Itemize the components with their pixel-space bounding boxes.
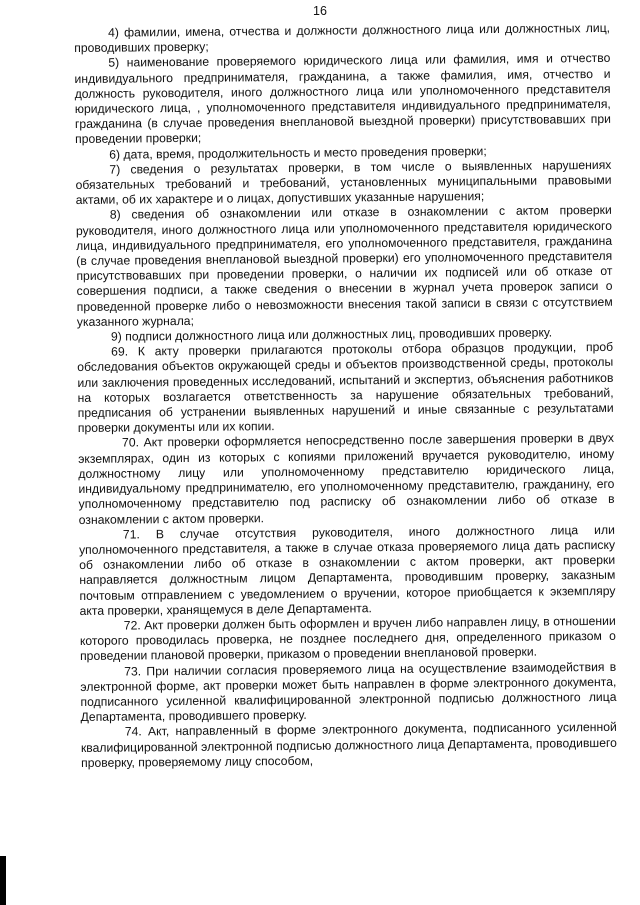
paragraph-item-9: 9) подписи должностного лица или должностных лиц, проводивших проверку. xyxy=(110,325,553,344)
paragraph-clause-73: 73. При наличии согласия проверяемого лица на осуществление взаимодействия в электронной форме, акт проверки может быть направлен в форме электронного документа, подписанного усиленной квалифицированной электронной подписью должностного лица Департамента, проводившего проверку. xyxy=(80,659,617,725)
page-number: 16 xyxy=(313,4,327,18)
paragraph-clause-69: 69. К акту проверки прилагаются протоколы отбора образцов продукции, проб обследования объектов окружающей среды и объектов производственной среды, протоколы или заключения проведенных исследований, испытаний и экспертиз, объяснения работников на которых возлагается ответственность за нарушение обязательных требований, предписания об устранении выявленных нарушений и иные связанные с результатами проверки документы или их копии. xyxy=(77,340,614,436)
paragraph-item-7: 7) сведения о результатах проверки, в том числе о выявленных нарушениях обязательных требований и требований, установленных муниципальными правовыми актами, об их характере и о лицах, допустивших указанные нарушения; xyxy=(75,157,612,208)
paragraph-clause-71: 71. В случае отсутствия руководителя, иного должностного лица или уполномоченного представителя, а также в случае отказа проверяемого лица дать расписку об ознакомлении либо об отказе в ознакомлении с актом проверки, акт проверки направляется должностным лицом Департамента, проводившим проверку, заказным почтовым отправлением с уведомлением о вручении, которое приобщается к экземпляру акта проверки, хранящемуся в деле Департамента. xyxy=(78,522,616,618)
scan-edge-shadow xyxy=(0,856,6,905)
paragraph-clause-72: 72. Акт проверки должен быть оформлен и вручен либо направлен лицу, в отношении которого проводилась проверка, не позднее последнего дня, определенного приказом о проведении плановой проверки, приказом о проведении внеплановой проверки. xyxy=(79,613,616,664)
document-body xyxy=(74,21,617,771)
paragraph-item-5: 5) наименование проверяемого юридического лица или фамилия, имя и отчество индивидуального предпринимателя, гражданина, а также фамилия, имя, отчество и должность руководителя, иного должностного лица или уполномоченного представителя юридического лица, , уполномоченного представителя индивидуального предпринимателя, гражданина (в случае проведения внеплановой выездной проверки) присутствовавших при проведении проверки; xyxy=(74,51,611,147)
paragraph-item-6: 6) дата, время, продолжительность и место проведения проверки; xyxy=(109,143,487,162)
paragraph-clause-74: 74. Акт, направленный в форме электронного документа, подписанного усиленной квалифицированной электронной подписью должностного лица Департамента, проводившего проверку, проверяемому лицу способом, xyxy=(80,720,617,770)
paragraph-clause-70: 70. Акт проверки оформляется непосредственно после завершения проверки в двух экземплярах, один из которых с копиями приложений вручается руководителю, иному должностному лицу или уполномоченному представителю юридического лица, индивидуальному предпринимателю, его уполномоченному представителю, гражданину, его уполномоченному представителю под расписку об ознакомлении либо об отказе в ознакомлении с актом проверки. xyxy=(78,431,615,527)
paragraph-item-4: 4) фамилии, имена, отчества и должности должностного лица или должностных лиц, проводивших проверку; xyxy=(74,20,611,56)
paragraph-item-8: 8) сведения об ознакомлении или отказе в ознакомлении с актом проверки руководителя, иного должностного лица или уполномоченного представителя юридического лица, индивидуального предпринимателя, его уполномоченного представителя, гражданина (в случае проведения внеплановой выездной проверки) его уполномоченного представителя присутствовавших при проведении проверки, о наличии их подписей или об отказе от совершения подписи, а также сведения о внесении в журнал учета проверок записи о проведенной проверке либо о невозможности внесения такой записи в связи с отсутствием указанного журнала; xyxy=(75,203,613,329)
